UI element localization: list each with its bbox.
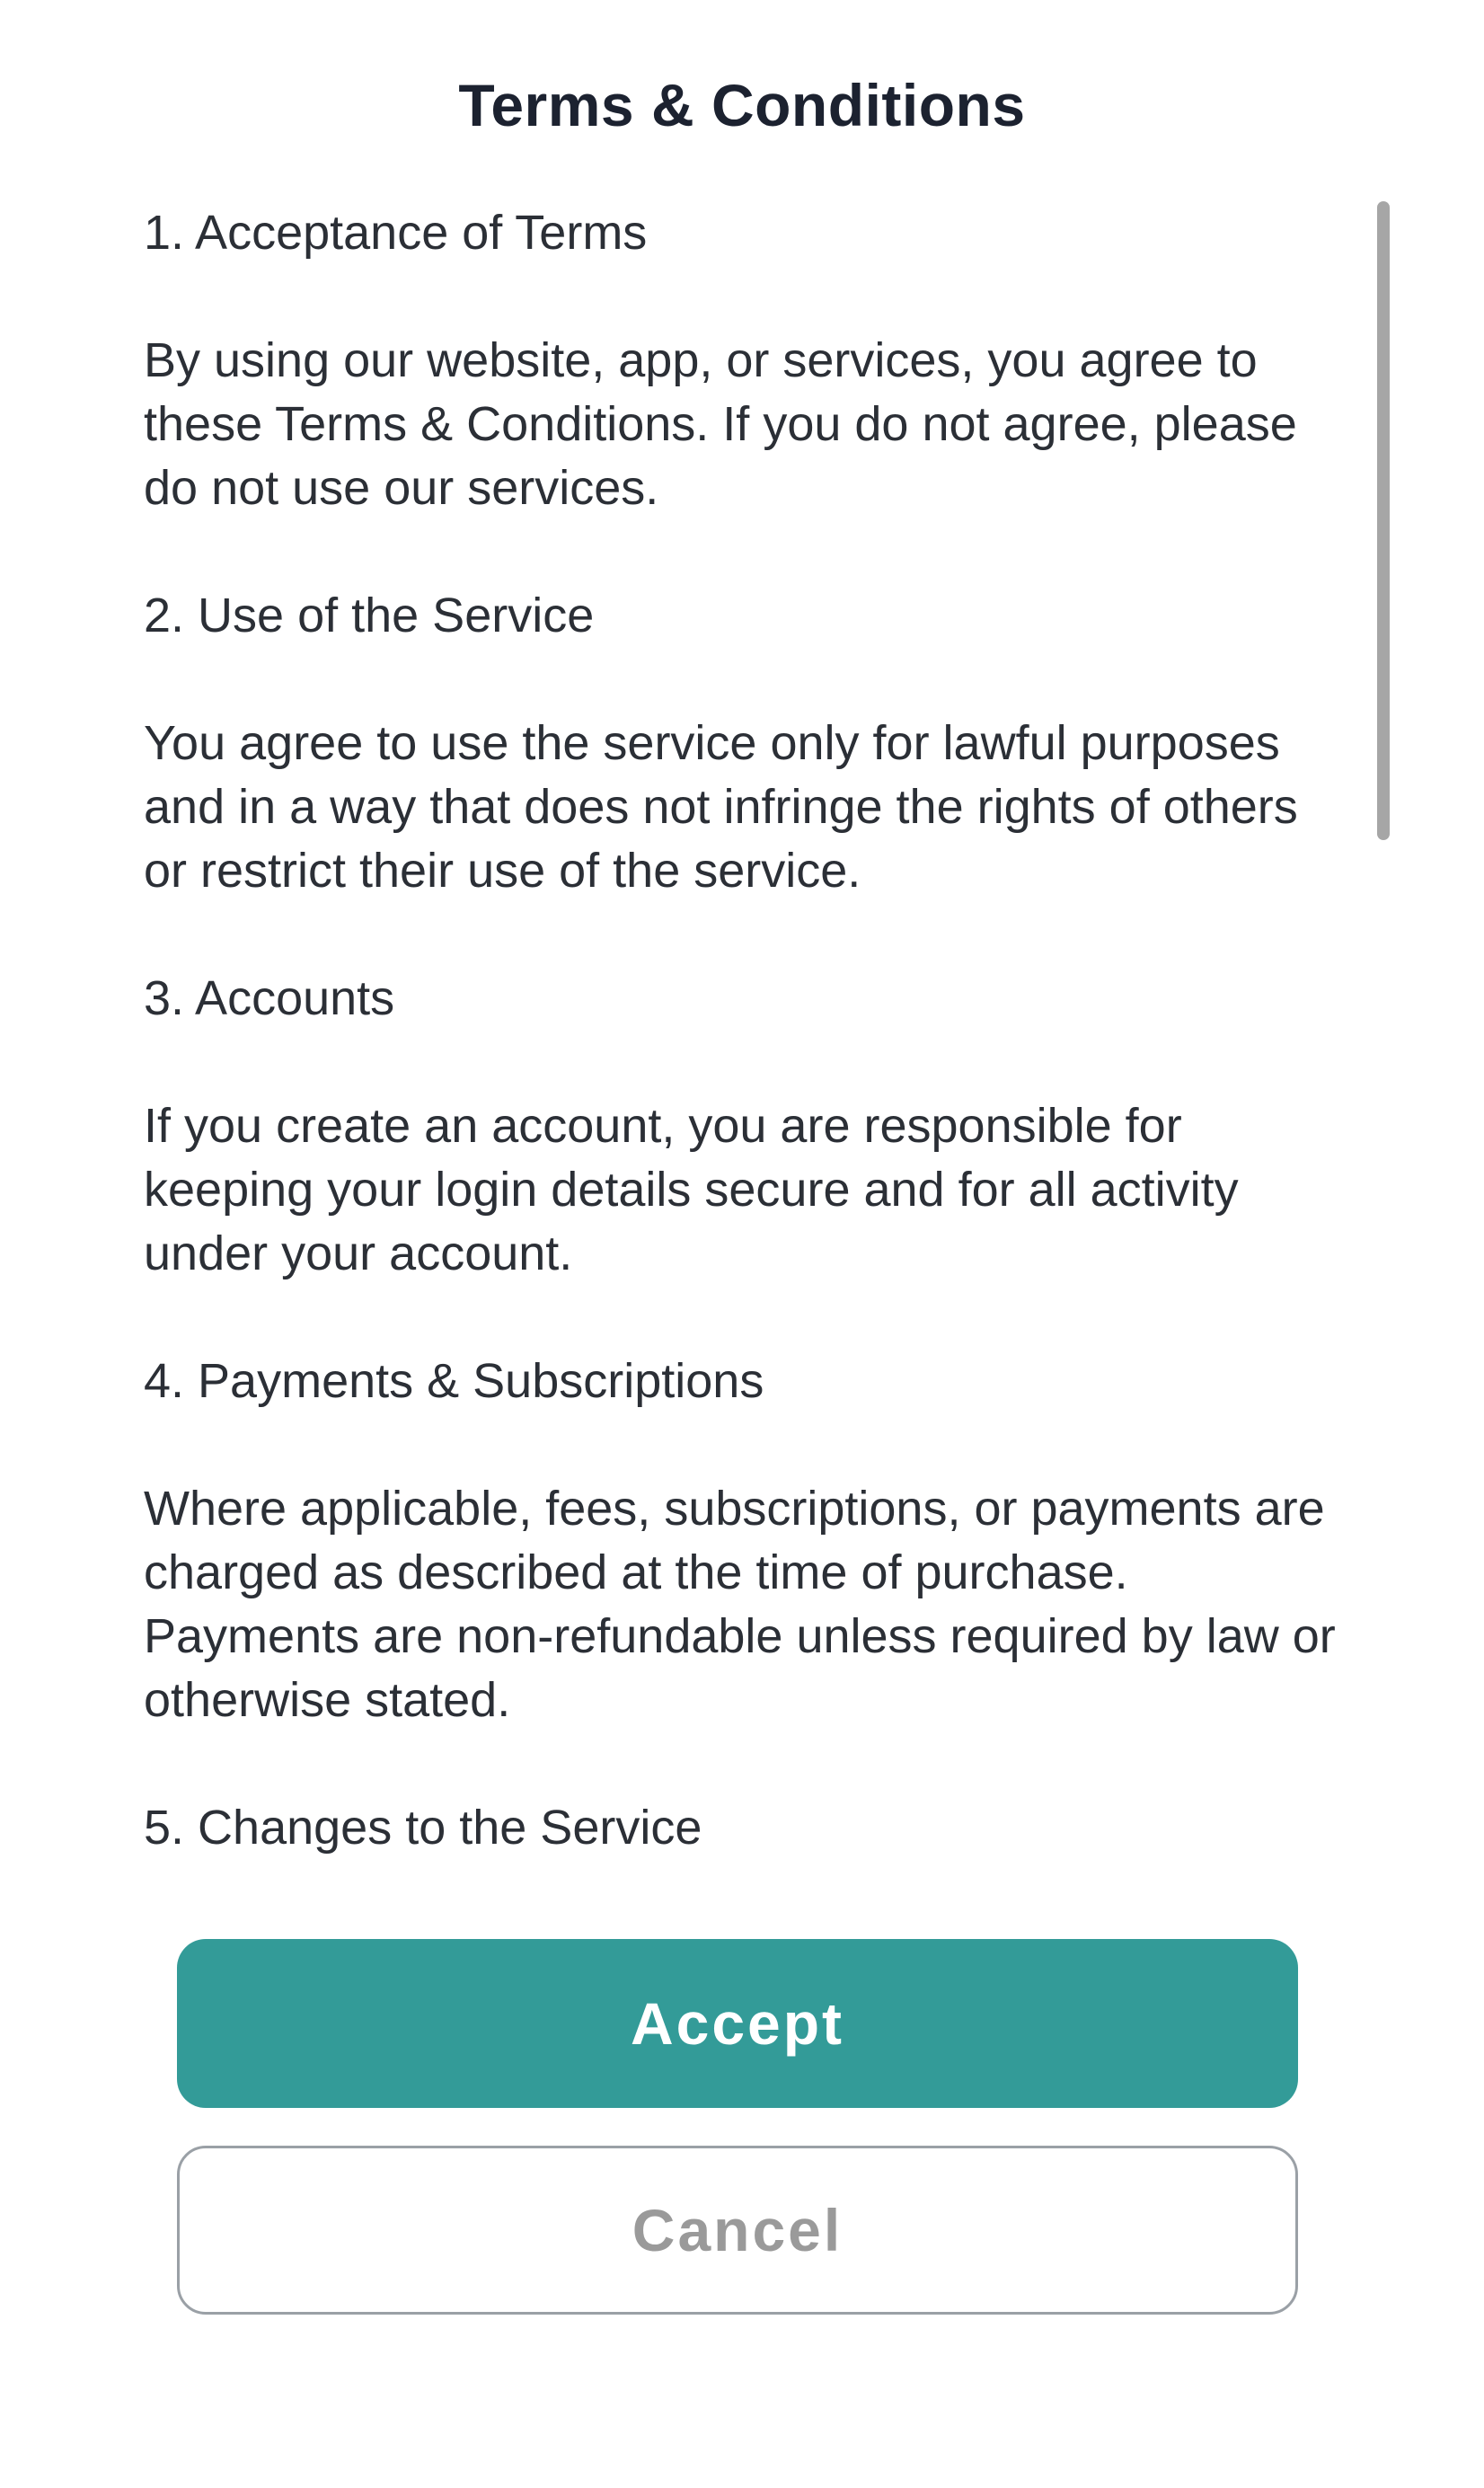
terms-scrollbar[interactable] [1377,201,1390,1881]
scrollbar-thumb[interactable] [1377,201,1390,840]
cancel-button[interactable]: Cancel [177,2146,1298,2315]
terms-section-heading: 3. Accounts [144,971,395,1025]
terms-section-heading: 4. Payments & Subscriptions [144,1354,764,1408]
terms-section-body: Where applicable, fees, subscriptions, or payments are charged as described at the time of purchase. Payments are non-refundable unless required by law or otherwise stated. [144,1482,1336,1727]
terms-content [144,201,1338,1860]
terms-section-heading: 2. Use of the Service [144,589,595,642]
accept-button[interactable]: Accept [177,1939,1298,2108]
dialog-title: Terms & Conditions [458,72,1026,138]
terms-section-heading: 1. Acceptance of Terms [144,206,648,260]
terms-section-body: By using our website, app, or services, you agree to these Terms & Conditions. If you do not agree, please do not use our services. [144,333,1297,515]
terms-section-body: If you create an account, you are responsible for keeping your login details secure and for all activity under your account. [144,1099,1239,1280]
terms-section-body: You agree to use the service only for lawful purposes and in a way that does not infringe the rights of others or restrict their use of the service. [144,716,1298,898]
terms-scroll-area[interactable] [144,201,1392,1881]
terms-section-heading: 5. Changes to the Service [144,1801,702,1855]
